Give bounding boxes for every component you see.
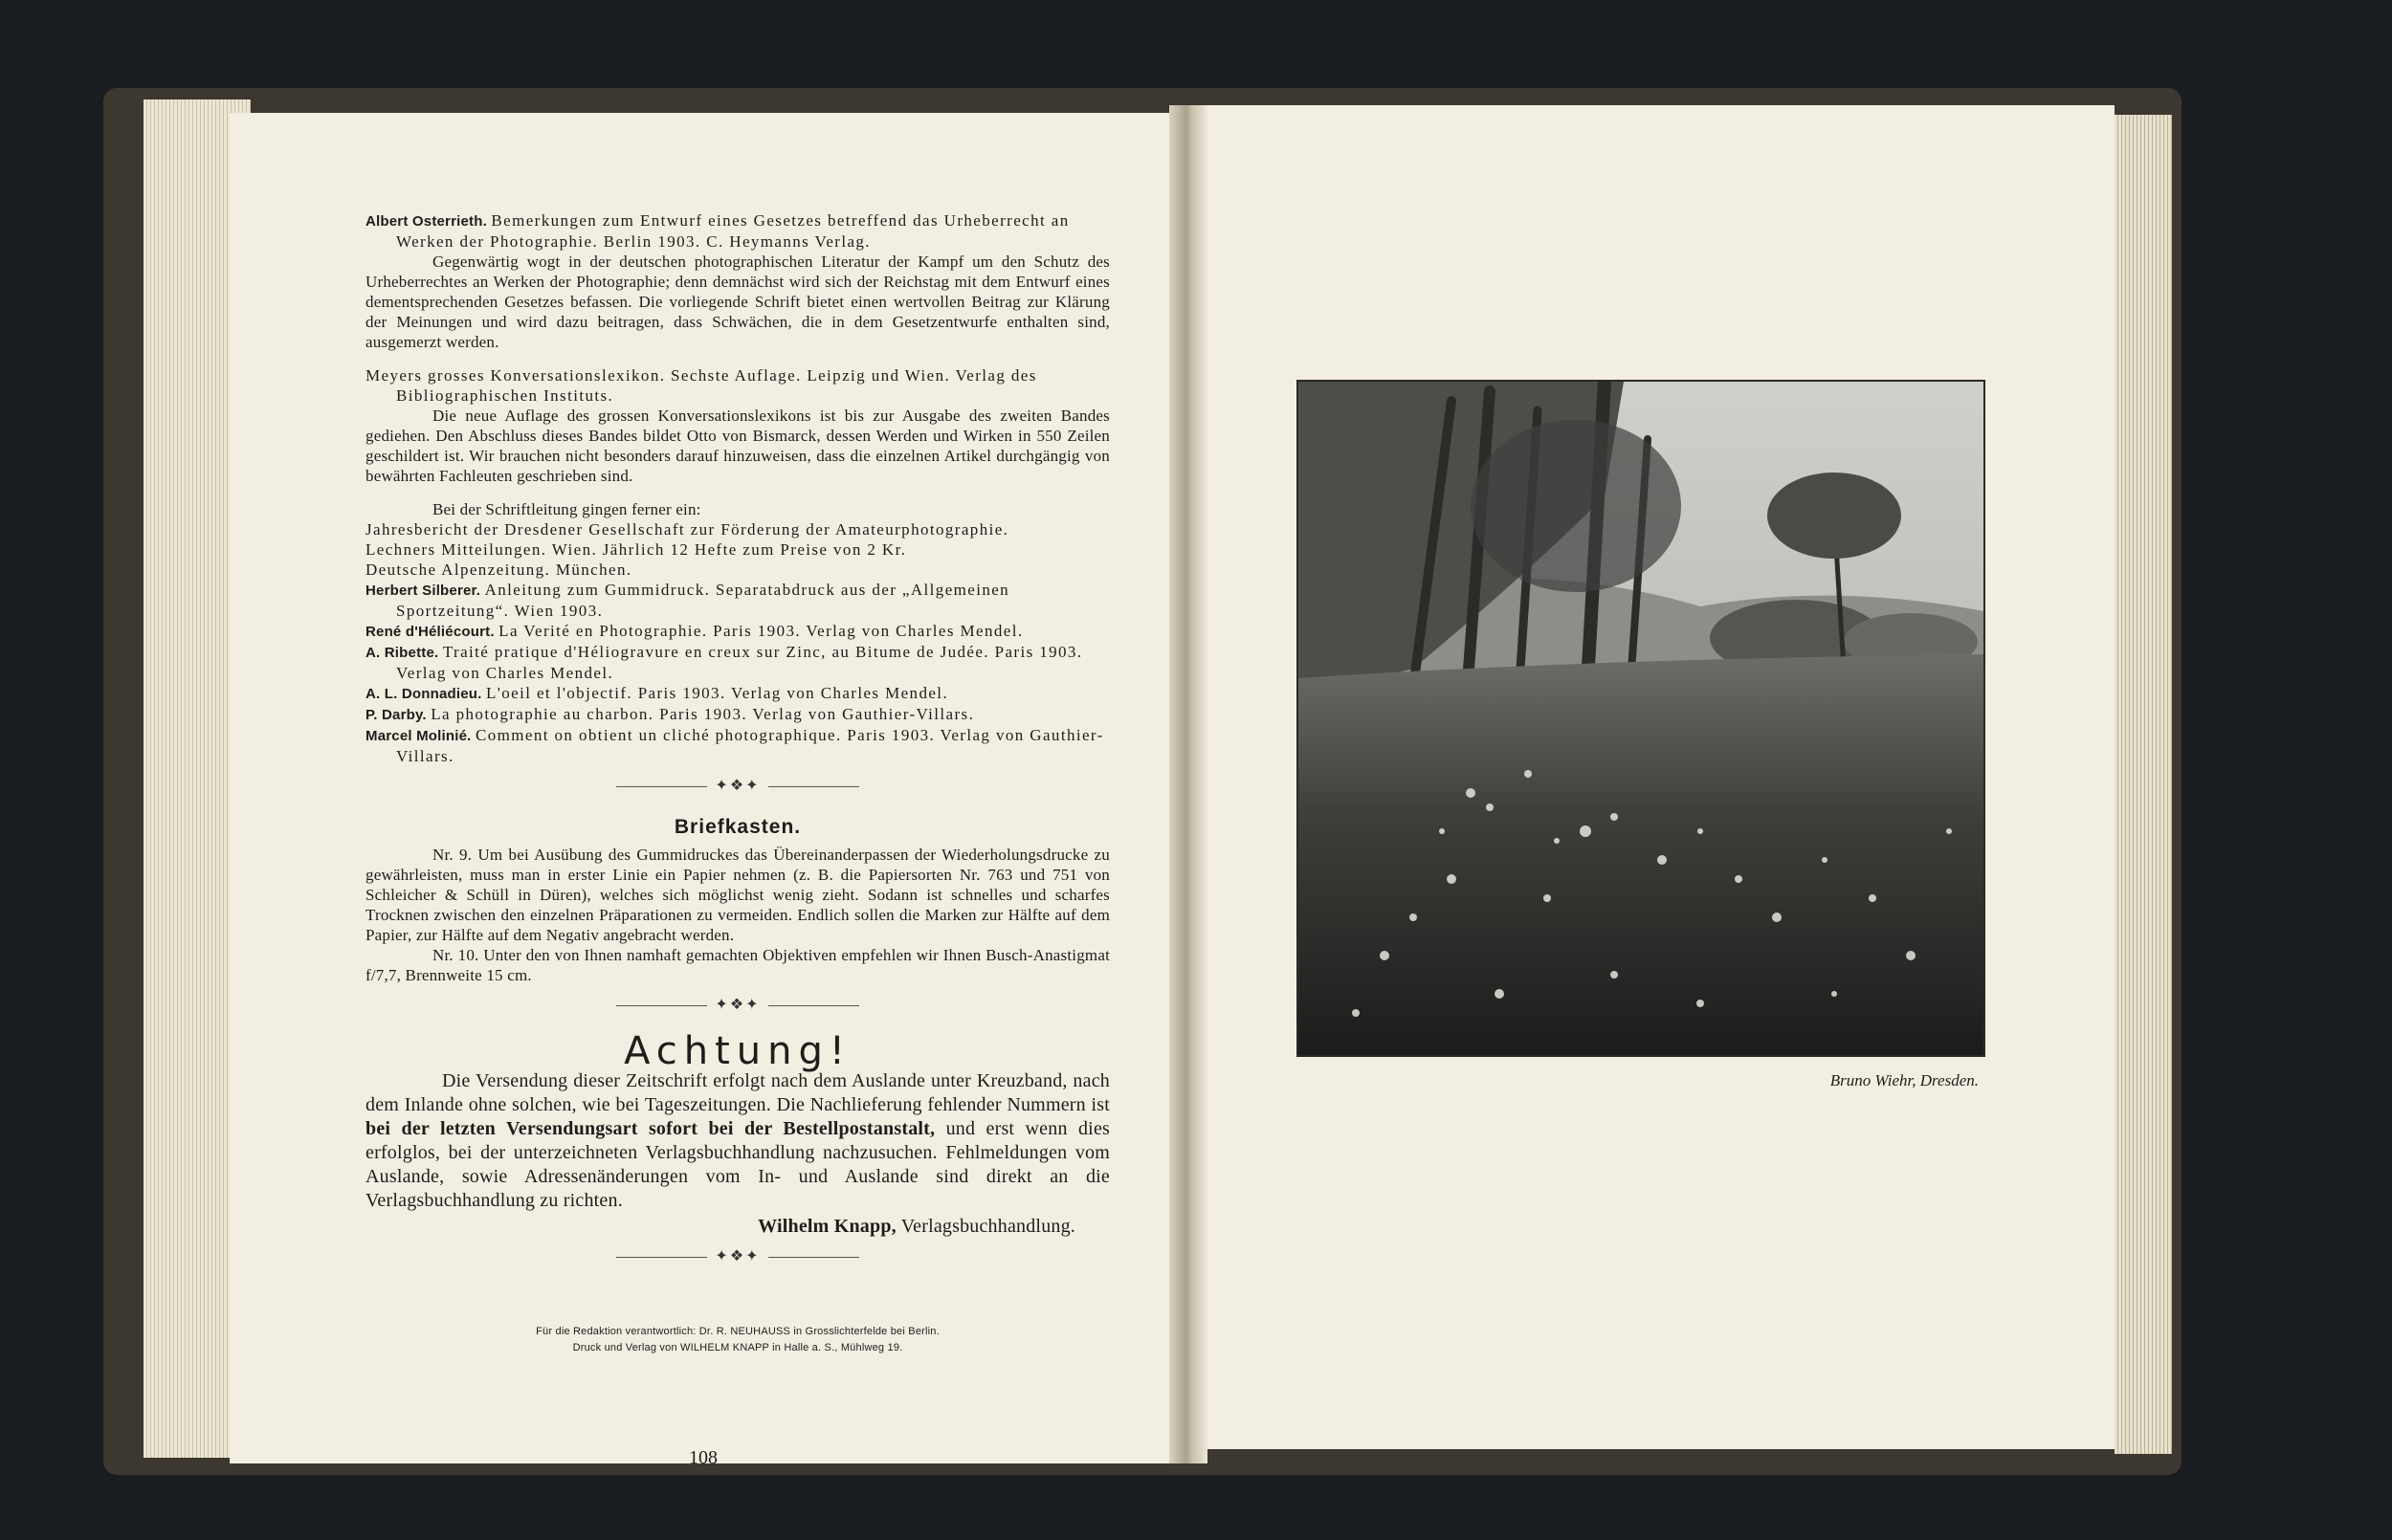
received-item <box>365 560 1110 580</box>
received-item <box>365 642 1110 683</box>
received-item-author: P. Darby. <box>365 707 427 723</box>
ornament-divider: ✦❖✦ <box>365 776 1110 796</box>
photo-illustration <box>1298 382 1983 1055</box>
received-item-text: Traité pratique d'Héliogravure en creux sur Zinc, au Bitume de Judée. Paris 1903. Verlag von Charles Mendel. <box>396 643 1083 682</box>
received-item-author: A. L. Donnadieu. <box>365 686 482 702</box>
received-item <box>365 539 1110 560</box>
achtung-text <box>365 1069 1110 1213</box>
imprint-line-1: Für die Redaktion verantwortlich: Dr. R. NEUHAUSS in Grosslichterfelde bei Berlin. <box>536 1326 940 1337</box>
received-item <box>365 519 1110 539</box>
page-edges-right <box>2115 115 2172 1454</box>
received-intro: Bei der Schriftleitung gingen ferner ein: <box>432 500 701 518</box>
review-author: Albert Osterrieth. <box>365 213 487 230</box>
publisher-signature <box>365 1217 1075 1237</box>
received-item-author: Herbert Silberer. <box>365 583 481 599</box>
received-item <box>365 580 1110 621</box>
received-item-text: La photographie au charbon. Paris 1903. Verlag von Gauthier-Villars. <box>431 705 975 723</box>
received-item-author: Marcel Molinié. <box>365 728 472 744</box>
review-body-2: Die neue Auflage des grossen Konversationslexikons ist bis zur Ausgabe des zweiten Bandes gediehen. Den Abschluss dieses Bandes bildet Otto von Bismarck, dessen Werden und Wirken in 550 Zeilen geschildert ist. Wir brauchen nicht besonders darauf hinzuweisen, dass die einzelnen Artikel durchgängig von bewährten Fachleuten geschrieben sind. <box>365 407 1110 485</box>
imprint-footer <box>365 1324 1110 1356</box>
signature-rest: Verlagsbuchhandlung. <box>900 1216 1075 1237</box>
briefkasten-heading: Briefkasten. <box>674 816 802 838</box>
imprint-line-2: Druck und Verlag von WILHELM KNAPP in Halle a. S., Mühlweg 19. <box>572 1342 903 1353</box>
achtung-heading: Achtung! <box>624 1029 852 1073</box>
achtung-text-part2: und erst wenn dies erfolglos, bei der unterzeichneten Verlagsbuchhandlung nachzusuchen. Fehlmeldungen vom Auslande, sowie Adressenänderungen vom In- und Auslande sind direkt an die Verlagsbuchhandlung zu richten. <box>365 1118 1110 1211</box>
review-title: Bemerkungen zum Entwurf eines Gesetzes betreffend das Urheberrecht an Werken der Photographie. Berlin 1903. C. Heymanns Verlag. <box>396 211 1070 251</box>
received-item-text: Jahresbericht der Dresdener Gesellschaft zur Förderung der Amateurphotographie. <box>365 520 1009 539</box>
received-item-text: Anleitung zum Gummidruck. Separatabdruck aus der „Allgemeinen Sportzeitung“. Wien 1903. <box>396 581 1010 620</box>
achtung-text-part1: Die Versendung dieser Zeitschrift erfolgt nach dem Auslande unter Kreuzband, nach dem Inlande ohne solchen, wie bei Tageszeitungen. Die Nachlieferung fehlender Nummern ist <box>365 1070 1110 1115</box>
received-item-text: Comment on obtient un cliché photographique. Paris 1903. Verlag von Gauthier-Villars. <box>396 726 1104 765</box>
signature-name: Wilhelm Knapp, <box>758 1216 897 1237</box>
brief-answer-9: Nr. 9. Um bei Ausübung des Gummidruckes das Übereinanderpassen der Wiederholungsdrucke zu gewährleisten, muss man in erster Linie ein Papier nehmen (z. B. die Papiersorten Nr. 763 und 751 von Schleicher & Schüll in Düren), welches sich möglichst wenig zieht. Sodann ist schnelles und scharfes Trocknen zwischen den einzelnen Präparationen zu vermeiden. Endlich sollen die Marken zur Hälfte auf dem Papier, zur Hälfte auf dem Negativ angebracht werden. <box>365 846 1110 944</box>
landscape-photograph <box>1296 380 1985 1057</box>
received-item-text: Deutsche Alpenzeitung. München. <box>365 561 632 579</box>
achtung-text-bold: bei der letzten Versendungsart sofort bei der Bestellpostanstalt, <box>365 1118 936 1139</box>
received-item-text: Lechners Mitteilungen. Wien. Jährlich 12 Hefte zum Preise von 2 Kr. <box>365 540 907 559</box>
received-item-author: A. Ribette. <box>365 645 439 661</box>
received-item <box>365 704 1110 725</box>
review-entry-1 <box>365 210 1110 252</box>
ornament-divider: ✦❖✦ <box>365 995 1110 1015</box>
photo-caption: Bruno Wiehr, Dresden. <box>1829 1071 1979 1089</box>
received-list <box>365 519 1110 766</box>
received-item <box>365 621 1110 642</box>
received-item <box>365 725 1110 766</box>
ornament-divider: ✦❖✦ <box>365 1246 1110 1266</box>
brief-answer-10: Nr. 10. Unter den von Ihnen namhaft gemachten Objektiven empfehlen wir Ihnen Busch-Anastigmat f/7,7, Brennweite 15 cm. <box>365 946 1110 984</box>
review-entry-2: Meyers grosses Konversationslexikon. Sechste Auflage. Leipzig und Wien. Verlag des Bibliographischen Instituts. <box>365 366 1037 405</box>
received-item-author: René d'Héliécourt. <box>365 624 495 640</box>
received-item-text: La Verité en Photographie. Paris 1903. Verlag von Charles Mendel. <box>498 622 1024 640</box>
left-page-text <box>365 210 1110 1356</box>
review-body-1: Gegenwärtig wogt in der deutschen photographischen Literatur der Kampf um den Schutz des Urheberrechtes an Werken der Photographie; denn demnächst wird sich der Reichstag mit dem Entwurf eines dementsprechenden Gesetzes befassen. Die vorliegende Schrift bietet einen wertvollen Beitrag zur Klärung der Meinungen und wird dazu beitragen, dass Schwächen, die in dem Gesetzentwurfe enthalten sind, ausgemerzt werden. <box>365 253 1110 351</box>
page-number: 108 <box>689 1447 718 1468</box>
book-gutter <box>1169 105 1207 1463</box>
received-item-text: L'oeil et l'objectif. Paris 1903. Verlag von Charles Mendel. <box>485 684 949 702</box>
received-item <box>365 683 1110 704</box>
